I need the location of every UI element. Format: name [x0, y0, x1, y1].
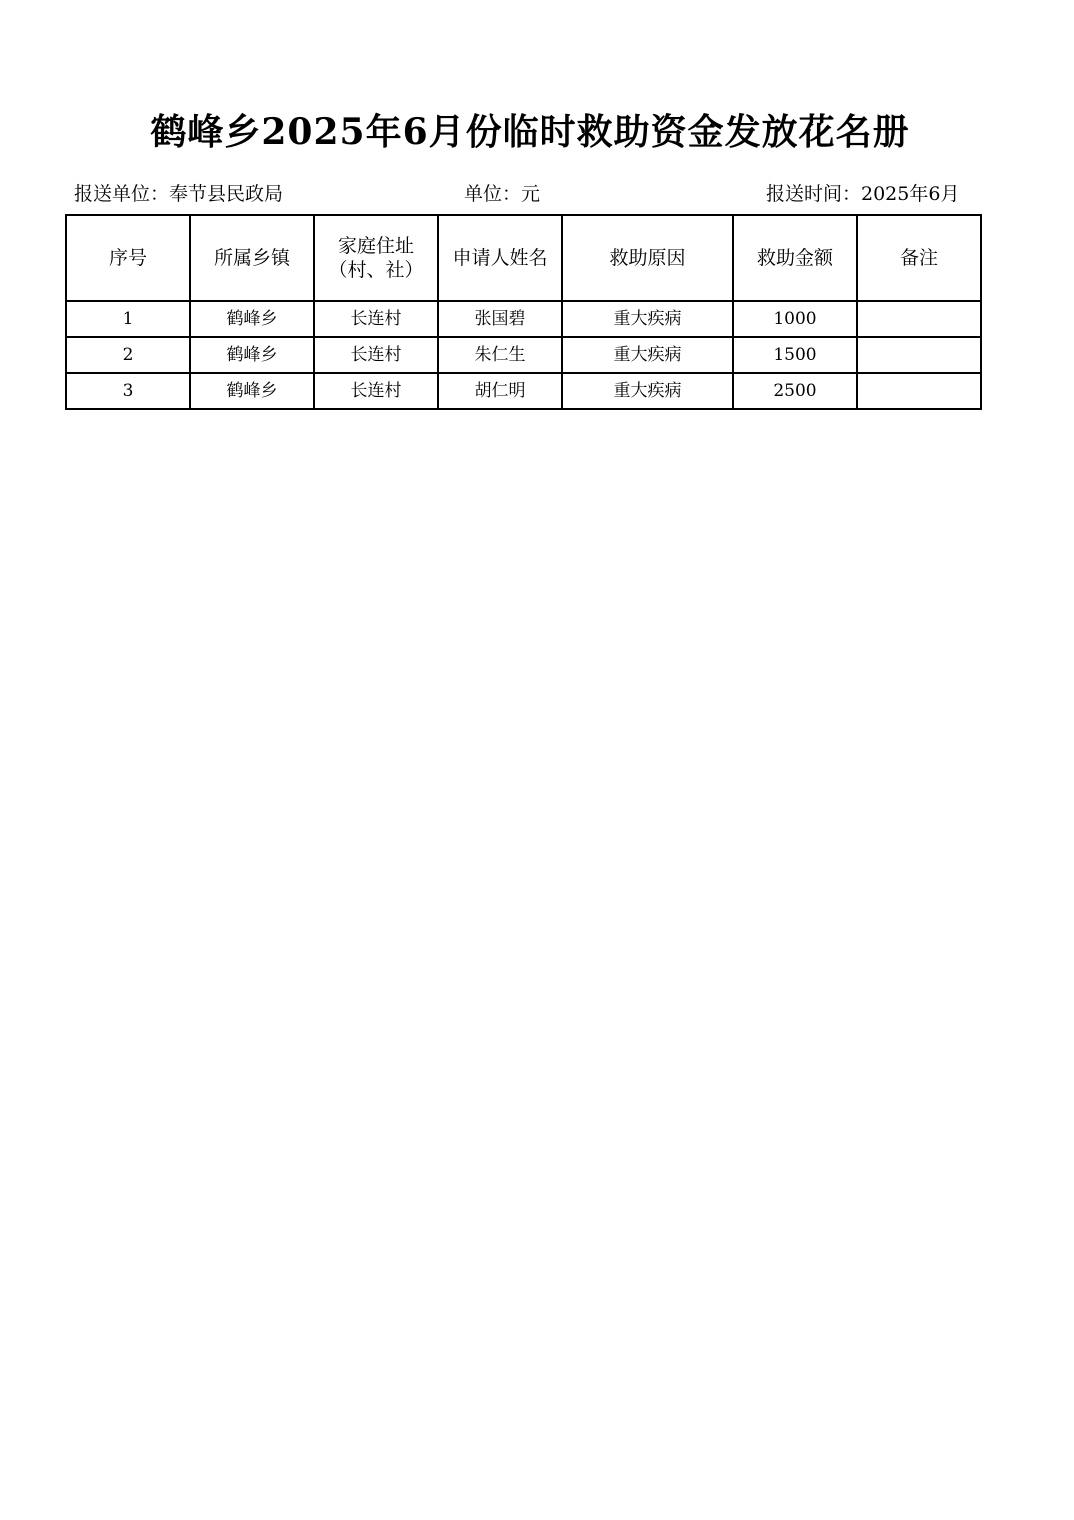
header-remark: 备注: [857, 215, 981, 301]
reporting-unit: 报送单位：奉节县民政局: [74, 183, 284, 205]
cell-township: 鹤峰乡: [190, 373, 314, 409]
cell-reason: 重大疾病: [562, 337, 733, 373]
cell-seq: 1: [66, 301, 190, 337]
cell-reason: 重大疾病: [562, 373, 733, 409]
header-address-line1: 家庭住址: [337, 235, 414, 257]
header-amount: 救助金额: [733, 215, 857, 301]
table-header-row: [66, 215, 981, 301]
header-address: [314, 215, 438, 301]
cell-seq: 3: [66, 373, 190, 409]
document-title: 鹤峰乡2025年6月份临时救助资金发放花名册: [150, 111, 910, 153]
header-seq: 序号: [66, 215, 190, 301]
report-date: 报送时间：2025年6月: [766, 183, 960, 205]
cell-address: 长连村: [314, 373, 438, 409]
table-row: [66, 301, 981, 337]
cell-address: 长连村: [314, 337, 438, 373]
header-applicant: 申请人姓名: [438, 215, 562, 301]
cell-applicant: 胡仁明: [438, 373, 562, 409]
cell-amount: 2500: [733, 373, 857, 409]
cell-township: 鹤峰乡: [190, 301, 314, 337]
table-row: [66, 337, 981, 373]
table-row: [66, 373, 981, 409]
relief-roster-table: [65, 214, 982, 410]
cell-reason: 重大疾病: [562, 301, 733, 337]
cell-address: 长连村: [314, 301, 438, 337]
currency-unit: 单位：元: [464, 183, 541, 205]
cell-remark: [857, 373, 981, 409]
header-reason: 救助原因: [562, 215, 733, 301]
header-township: 所属乡镇: [190, 215, 314, 301]
cell-applicant: 朱仁生: [438, 337, 562, 373]
cell-township: 鹤峰乡: [190, 337, 314, 373]
cell-applicant: 张国碧: [438, 301, 562, 337]
cell-amount: 1500: [733, 337, 857, 373]
cell-amount: 1000: [733, 301, 857, 337]
cell-seq: 2: [66, 337, 190, 373]
cell-remark: [857, 301, 981, 337]
cell-remark: [857, 337, 981, 373]
header-address-line2: （村、社）: [328, 259, 424, 281]
